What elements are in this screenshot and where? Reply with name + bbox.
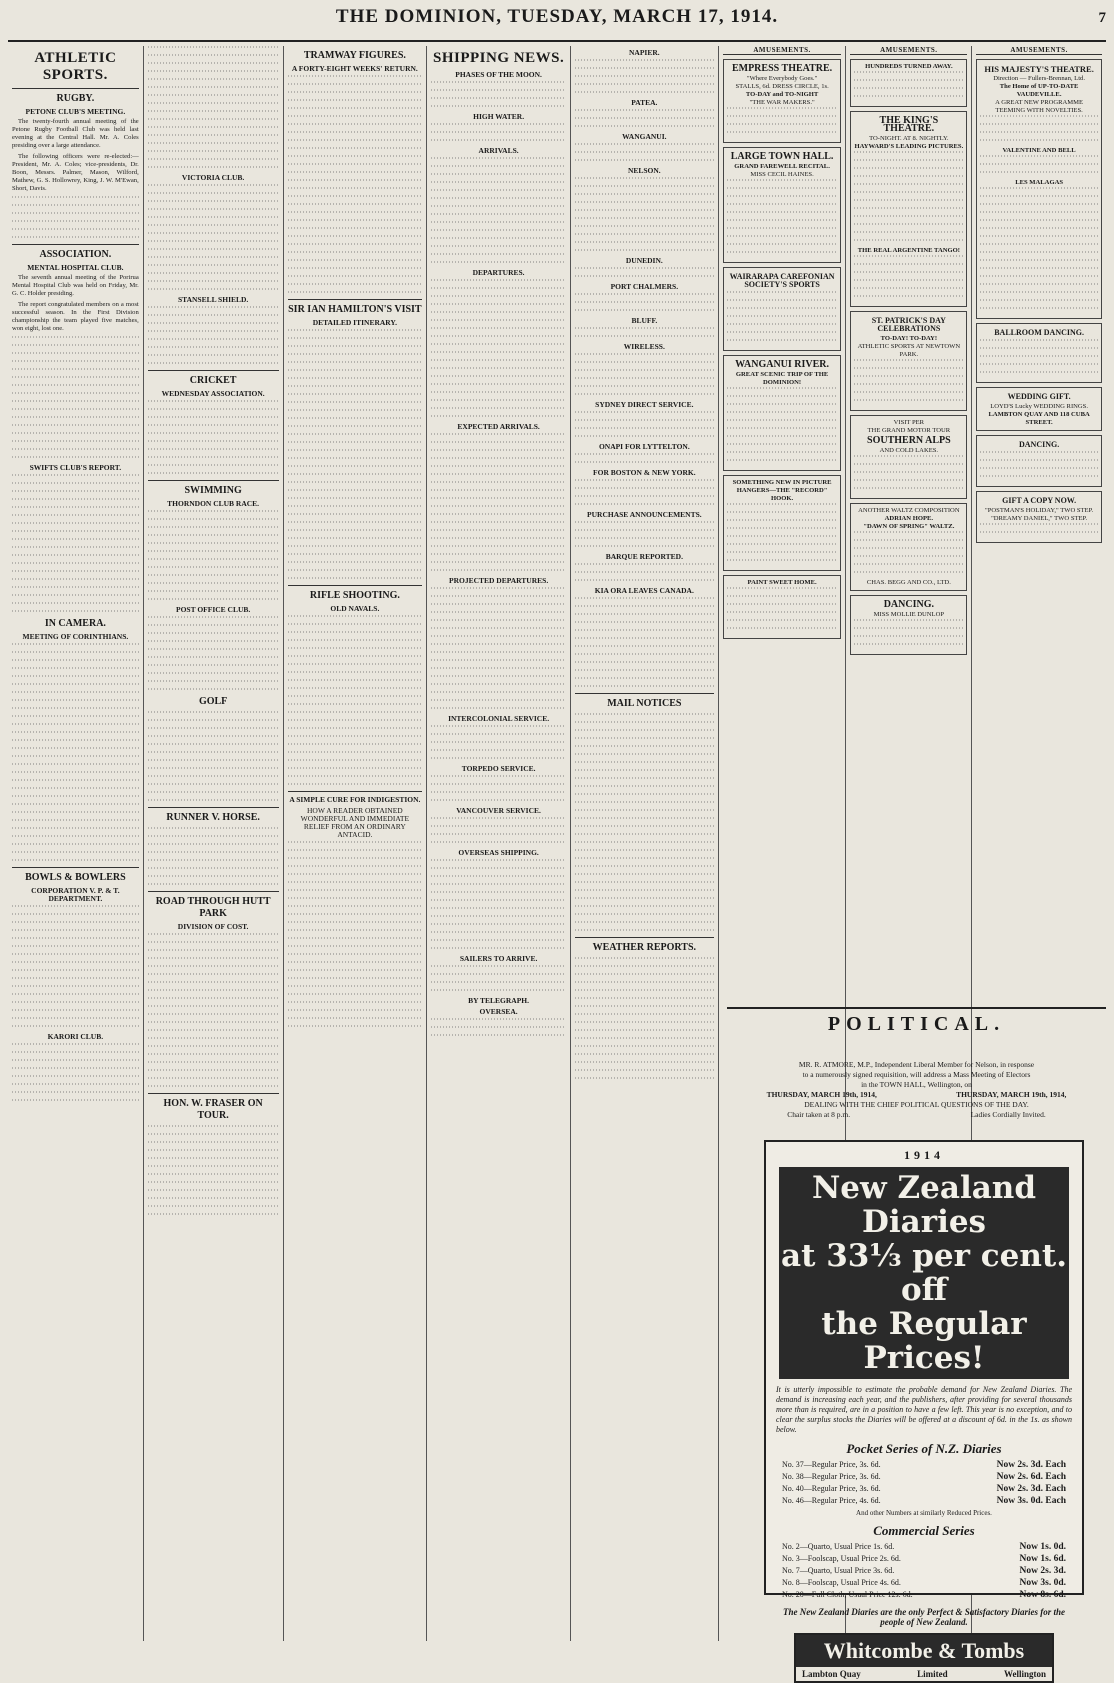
hundreds-ad	[850, 59, 967, 107]
gift-copy-title: GIFT A COPY NOW.	[1002, 496, 1077, 505]
diary-advertisement	[764, 1140, 1084, 1679]
regular-price: No. 38—Regular Price, 3s. 6d.	[782, 1472, 881, 1481]
political-chair: Chair taken at 8 p.m.	[787, 1110, 851, 1119]
empress-tonight: TO-DAY and TO-NIGHT	[745, 91, 819, 98]
bowls-heading: BOWLS & BOWLERS	[25, 872, 126, 883]
empress-theatre-ad	[723, 59, 842, 143]
his-majestys-title: HIS MAJESTY'S THEATRE.	[984, 64, 1094, 74]
addr-left: Lambton Quay	[802, 1669, 861, 1679]
political-dealing: DEALING WITH THE CHIEF POLITICAL QUESTIONS OF THE DAY.	[804, 1100, 1029, 1109]
waltz-title: ANOTHER WALTZ COMPOSITION	[858, 507, 960, 514]
petone-heading: PETONE CLUB'S MEETING.	[25, 107, 126, 116]
ballroom-ad	[976, 323, 1102, 383]
political-line-3: in the TOWN HALL, Wellington, on	[861, 1080, 972, 1089]
price-row	[776, 1495, 1072, 1507]
sale-price: Now 2s. 3d.	[1019, 1566, 1066, 1576]
mail-notices-heading: MAIL NOTICES	[607, 698, 682, 709]
rifle-heading: RIFLE SHOOTING.	[309, 590, 400, 601]
pocket-note: And other Numbers at similarly Reduced Prices.	[856, 1509, 992, 1517]
st-patricks-title: ST. PATRICK'S DAY CELEBRATIONS	[871, 316, 946, 333]
amusements-heading: AMUSEMENTS.	[723, 46, 842, 55]
wanganui-title: WANGANUI RIVER.	[735, 359, 830, 370]
sale-price: Now 8s. 6d.	[1019, 1590, 1066, 1600]
pocket-series-list	[776, 1459, 1072, 1507]
high-water-heading: HIGH WATER.	[473, 112, 525, 121]
boston-heading: FOR BOSTON & NEW YORK.	[593, 468, 696, 477]
motor-tour-ad	[850, 415, 967, 499]
empress-feature: "THE WAR MAKERS."	[749, 99, 815, 106]
town-hall-title: LARGE TOWN HALL.	[730, 151, 834, 162]
addr-right: Wellington	[1003, 1669, 1046, 1679]
political-day-1: THURSDAY, MARCH 19th, 1914,	[766, 1090, 877, 1099]
sailers-heading: SAILERS TO ARRIVE.	[459, 954, 538, 963]
headline-line-1: New Zealand Diaries	[811, 1170, 1037, 1240]
port-chalmers-heading: PORT CHALMERS.	[610, 282, 679, 291]
regular-price: No. 46—Regular Price, 4s. 6d.	[782, 1496, 881, 1505]
price-row	[776, 1459, 1072, 1471]
sale-price: Now 3s. 0d. Each	[996, 1496, 1066, 1506]
argentine-tango: THE REAL ARGENTINE TANGO!	[857, 247, 960, 254]
road-heading: ROAD THROUGH HUTT PARK	[155, 896, 271, 919]
hamilton-heading: SIR IAN HAMILTON'S VISIT	[288, 304, 422, 315]
expected-arrivals-heading: EXPECTED ARRIVALS.	[457, 422, 540, 431]
indigestion-heading: A SIMPLE CURE FOR INDIGESTION.	[289, 795, 421, 804]
kings-tonight: TO-NIGHT. AT 8. NIGHTLY.	[869, 135, 949, 142]
political-notice	[727, 1007, 1106, 1055]
wairarapa-ad	[723, 267, 842, 351]
hayward: HAYWARD'S LEADING PICTURES.	[854, 143, 964, 150]
scenic-trip: GREAT SCENIC TRIP OF THE DOMINION!	[735, 371, 829, 386]
column-tramway	[284, 46, 428, 1641]
chas-begg: CHAS. BEGG AND CO., LTD.	[866, 579, 951, 586]
old-navals-heading: OLD NAVALS.	[330, 604, 380, 613]
diary-headline	[779, 1167, 1069, 1379]
cold-lakes: AND COLD LAKES.	[879, 447, 939, 454]
page-number: 7	[1098, 10, 1106, 26]
political-body	[727, 1060, 1106, 1120]
wanganui-heading: WANGANUI.	[622, 132, 667, 141]
paint-ad	[723, 575, 842, 639]
wedding-gift-ad	[976, 387, 1102, 431]
record-hook: SOMETHING NEW IN PICTURE HANGERS—THE "RECORD" HOOK.	[732, 479, 832, 502]
kings-theatre-ad	[850, 111, 967, 307]
post-office-heading: POST OFFICE CLUB.	[176, 605, 251, 614]
political-day-2: THURSDAY, MARCH 19th, 1914,	[956, 1090, 1067, 1099]
stansell-heading: STANSELL SHIELD.	[177, 295, 249, 304]
overseas-heading: OVERSEAS SHIPPING.	[458, 848, 539, 857]
dancing2-title: DANCING.	[1018, 440, 1060, 449]
shipping-heading: SHIPPING NEWS.	[433, 50, 565, 66]
political-line-1: MR. R. ATMORE, M.P., Independent Liberal Member for Nelson, in response	[798, 1060, 1035, 1069]
victoria-club-heading: VICTORIA CLUB.	[181, 173, 245, 182]
itinerary-heading: DETAILED ITINERARY.	[312, 318, 398, 327]
firm-name: Whitcombe & Tombs	[796, 1635, 1052, 1667]
picture-hangers-ad	[723, 475, 842, 571]
wireless-heading: WIRELESS.	[623, 342, 665, 351]
regular-price: No. 37—Regular Price, 3s. 6d.	[782, 1460, 881, 1469]
regular-price: No. 20—Full Cloth, Usual Price 12s. 6d.	[782, 1590, 913, 1599]
empress-prices: STALLS, 6d. DRESS CIRCLE, 1s.	[735, 83, 829, 90]
departures-heading: DEPARTURES.	[472, 268, 525, 277]
arrivals-heading: ARRIVALS.	[478, 146, 519, 155]
grand-motor-tour: THE GRAND MOTOR TOUR	[867, 427, 951, 434]
sale-price: Now 2s. 6d. Each	[996, 1472, 1066, 1482]
price-row	[776, 1565, 1072, 1577]
price-row	[776, 1471, 1072, 1483]
wanganui-river-ad	[723, 355, 842, 471]
column-shipping-2	[571, 46, 719, 1641]
association-heading: ASSOCIATION.	[39, 249, 112, 260]
commercial-series-heading: Commercial Series	[873, 1523, 975, 1538]
athletic-sports-heading: ATHLETIC SPORTS.	[34, 50, 117, 83]
pocket-series-heading: Pocket Series of N.Z. Diaries	[846, 1441, 1002, 1456]
vancouver-heading: VANCOUVER SERVICE.	[456, 806, 541, 815]
masthead-title: THE DOMINION, TUESDAY, MARCH 17, 1914.	[335, 6, 779, 27]
column-athletic-sports	[8, 46, 144, 1641]
today: TO-DAY! TO-DAY!	[880, 335, 938, 342]
whitcombe-tombs-logo	[794, 1633, 1054, 1683]
empress-title: EMPRESS THEATRE.	[731, 63, 833, 74]
mollie: MISS MOLLIE DUNLOP	[873, 611, 945, 618]
jeweller-address: LAMBTON QUAY AND 118 CUBA STREET.	[988, 411, 1090, 426]
masthead	[8, 6, 1106, 42]
visit-per: VISIT PER	[893, 419, 925, 426]
division-heading: DIVISION OF COST.	[177, 922, 249, 931]
cricket-heading: CRICKET	[189, 375, 237, 386]
weather-heading: WEATHER REPORTS.	[592, 942, 697, 953]
haines: MISS CECIL HAINES.	[750, 171, 814, 178]
column-sports-2	[144, 46, 284, 1641]
runner-heading: RUNNER V. HORSE.	[166, 812, 260, 823]
commercial-series-list	[776, 1541, 1072, 1601]
fraser-heading: HON. W. FRASER ON TOUR.	[163, 1098, 263, 1121]
diary-year: 1914	[904, 1148, 944, 1162]
sale-price: Now 2s. 3d. Each	[996, 1460, 1066, 1470]
diary-paragraph: It is utterly impossible to estimate the probable demand for New Zealand Diaries. The demand is increasing each year, and the publishers, after providing for several thousands more than is required, are in a position to have a few left. This year is no exception, and to clear the surplus stocks the Diaries will be offered at a discount of 6d. in the 1s. as shown below.	[776, 1385, 1072, 1434]
hundreds-title: HUNDREDS TURNED AWAY.	[865, 63, 953, 70]
regular-price: No. 3—Foolscap, Usual Price 2s. 6d.	[782, 1554, 901, 1563]
les-malagas: LES MALAGAS	[1015, 179, 1064, 186]
wednesday-association-heading: WEDNESDAY ASSOCIATION.	[161, 389, 265, 398]
dunedin-heading: DUNEDIN.	[625, 256, 663, 265]
projected-departures-heading: PROJECTED DEPARTURES.	[449, 576, 549, 585]
nelson-heading: NELSON.	[627, 166, 661, 175]
addr-mid: Limited	[917, 1669, 948, 1679]
new-programme: A GREAT NEW PROGRAMME TEEMING WITH NOVELTIES.	[995, 99, 1084, 114]
athletic-sports: ATHLETIC SPORTS AT NEWTOWN PARK.	[857, 343, 961, 358]
wedding-title: WEDDING GIFT.	[1007, 392, 1071, 401]
swifts-heading: SWIFTS CLUB'S REPORT.	[29, 463, 122, 472]
corinthians-heading: MEETING OF CORINTHIANS.	[22, 632, 129, 641]
corporation-heading: CORPORATION V. P. & T. DEPARTMENT.	[31, 886, 120, 903]
direction: Direction — Fullers-Brennan, Ltd.	[993, 75, 1085, 82]
ballroom-title: BALLROOM DANCING.	[994, 328, 1084, 337]
political-ladies: Ladies Cordially Invited.	[970, 1110, 1046, 1119]
price-row	[776, 1589, 1072, 1601]
dancing-ad	[850, 595, 967, 655]
wedding-rings: LOYD'S Lucky WEDDING RINGS.	[990, 403, 1088, 410]
kings-title: THE KING'S THEATRE.	[879, 115, 939, 134]
indigestion-subheading: HOW A READER OBTAINED WONDERFUL AND IMMEDIATE RELIEF FROM AN ORDINARY ANTACID.	[300, 806, 410, 839]
rugby-heading: RUGBY.	[56, 93, 95, 104]
moon-heading: PHASES OF THE MOON.	[455, 70, 542, 79]
price-row	[776, 1541, 1072, 1553]
intercolonial-heading: INTERCOLONIAL SERVICE.	[448, 714, 550, 723]
southern-alps: SOUTHERN ALPS	[867, 435, 951, 446]
headline-line-3: the Regular Prices!	[821, 1306, 1027, 1376]
article-paragraph: The following officers were re-elected:—President, Mr. A. Coles; vice-presidents, Dr. Boon, Messrs. Palmer, Mason, Wilford, Mathew, G. S. Hollowrey, King, J. W. M'Ewan, Short, Davis.	[12, 153, 139, 192]
dancing-ad-2	[976, 435, 1102, 487]
regular-price: No. 40—Regular Price, 3s. 6d.	[782, 1484, 881, 1493]
town-hall-ad	[723, 147, 842, 263]
vaudeville: The Home of UP-TO-DATE VAUDEVILLE.	[999, 83, 1079, 98]
barque-heading: BARQUE REPORTED.	[605, 552, 683, 561]
paint-title: PAINT SWEET HOME.	[747, 579, 817, 586]
in-camera-heading: IN CAMERA.	[44, 618, 106, 629]
sale-price: Now 2s. 3d. Each	[996, 1484, 1066, 1494]
dawn-of-spring: "DAWN OF SPRING" WALTZ.	[863, 523, 955, 530]
political-heading: POLITICAL.	[827, 1013, 1006, 1035]
valentine-bell: VALENTINE AND BELL	[1002, 147, 1076, 154]
political-line-2: to a numerously signed requisition, will address a Mass Meeting of Electors	[802, 1070, 1031, 1079]
waltz-ad	[850, 503, 967, 591]
price-row	[776, 1553, 1072, 1565]
purchase-heading: PURCHASE ANNOUNCEMENTS.	[587, 510, 702, 519]
tramway-subheading: A FORTY-EIGHT WEEKS' RETURN.	[291, 64, 418, 73]
article-paragraph: The seventh annual meeting of the Porirua Mental Hospital Club was held on Friday, Mr. G. C. Holder presiding.	[12, 274, 139, 297]
sale-price: Now 1s. 0d.	[1019, 1542, 1066, 1552]
telegraph-heading: BY TELEGRAPH.	[468, 996, 530, 1005]
mental-hospital-heading: MENTAL HOSPITAL CLUB.	[27, 263, 124, 272]
tramway-heading: TRAMWAY FIGURES.	[303, 50, 406, 61]
sale-price: Now 3s. 0d.	[1019, 1578, 1066, 1588]
price-row	[776, 1577, 1072, 1589]
regular-price: No. 8—Foolscap, Usual Price 4s. 6d.	[782, 1578, 901, 1587]
napier-heading: NAPIER.	[629, 48, 660, 57]
patea-heading: PATEA.	[631, 98, 658, 107]
thorndon-heading: THORNDON CLUB RACE.	[167, 499, 260, 508]
farewell-recital: GRAND FAREWELL RECITAL.	[734, 163, 830, 170]
article-paragraph: The report congratulated members on a most successful season. In the First Division championship the team played five matches, won eight, lost one.	[12, 301, 139, 332]
price-row	[776, 1483, 1072, 1495]
gift-copy-ad	[976, 491, 1102, 543]
onapi-heading: ONAPI FOR LYTTELTON.	[598, 442, 690, 451]
headline-line-2: at 33⅓ per cent. off	[781, 1238, 1067, 1308]
postman-holiday: "POSTMAN'S HOLIDAY," TWO STEP.	[985, 507, 1094, 514]
amusements-heading: AMUSEMENTS.	[976, 46, 1102, 55]
regular-price: No. 2—Quarto, Usual Price 1s. 6d.	[782, 1542, 895, 1551]
golf-heading: GOLF	[198, 696, 228, 707]
karori-heading: KARORI CLUB.	[47, 1032, 104, 1041]
adrian-hope: ADRIAN HOPE.	[884, 515, 934, 522]
empress-tagline: "Where Everybody Goes."	[746, 75, 818, 82]
swimming-heading: SWIMMING	[184, 485, 242, 496]
torpedo-heading: TORPEDO SERVICE.	[461, 764, 536, 773]
sale-price: Now 1s. 6d.	[1019, 1554, 1066, 1564]
his-majestys-ad	[976, 59, 1102, 319]
article-paragraph: The twenty-fourth annual meeting of the Petone Rugby Football Club was held last evening at the Central Hall. Mr. A. Coles presiding over a large attendance.	[12, 118, 139, 149]
oversea-heading: OVERSEA.	[479, 1007, 518, 1016]
dreamy-daniel: "DREAMY DANIEL," TWO STEP.	[991, 515, 1088, 522]
kia-ora-heading: KIA ORA LEAVES CANADA.	[594, 586, 694, 595]
regular-price: No. 7—Quarto, Usual Price 3s. 6d.	[782, 1566, 895, 1575]
dancing-title: DANCING.	[883, 599, 934, 610]
amusements-heading: AMUSEMENTS.	[850, 46, 967, 55]
wairarapa-title: WAIRARAPA CAREFONIAN SOCIETY'S SPORTS	[729, 272, 835, 289]
bluff-heading: BLUFF.	[631, 316, 658, 325]
sydney-heading: SYDNEY DIRECT SERVICE.	[595, 400, 694, 409]
st-patricks-ad	[850, 311, 967, 411]
diary-tagline: The New Zealand Diaries are the only Perfect & Satisfactory Diaries for the people of New Zealand.	[783, 1607, 1065, 1627]
column-shipping	[427, 46, 571, 1641]
